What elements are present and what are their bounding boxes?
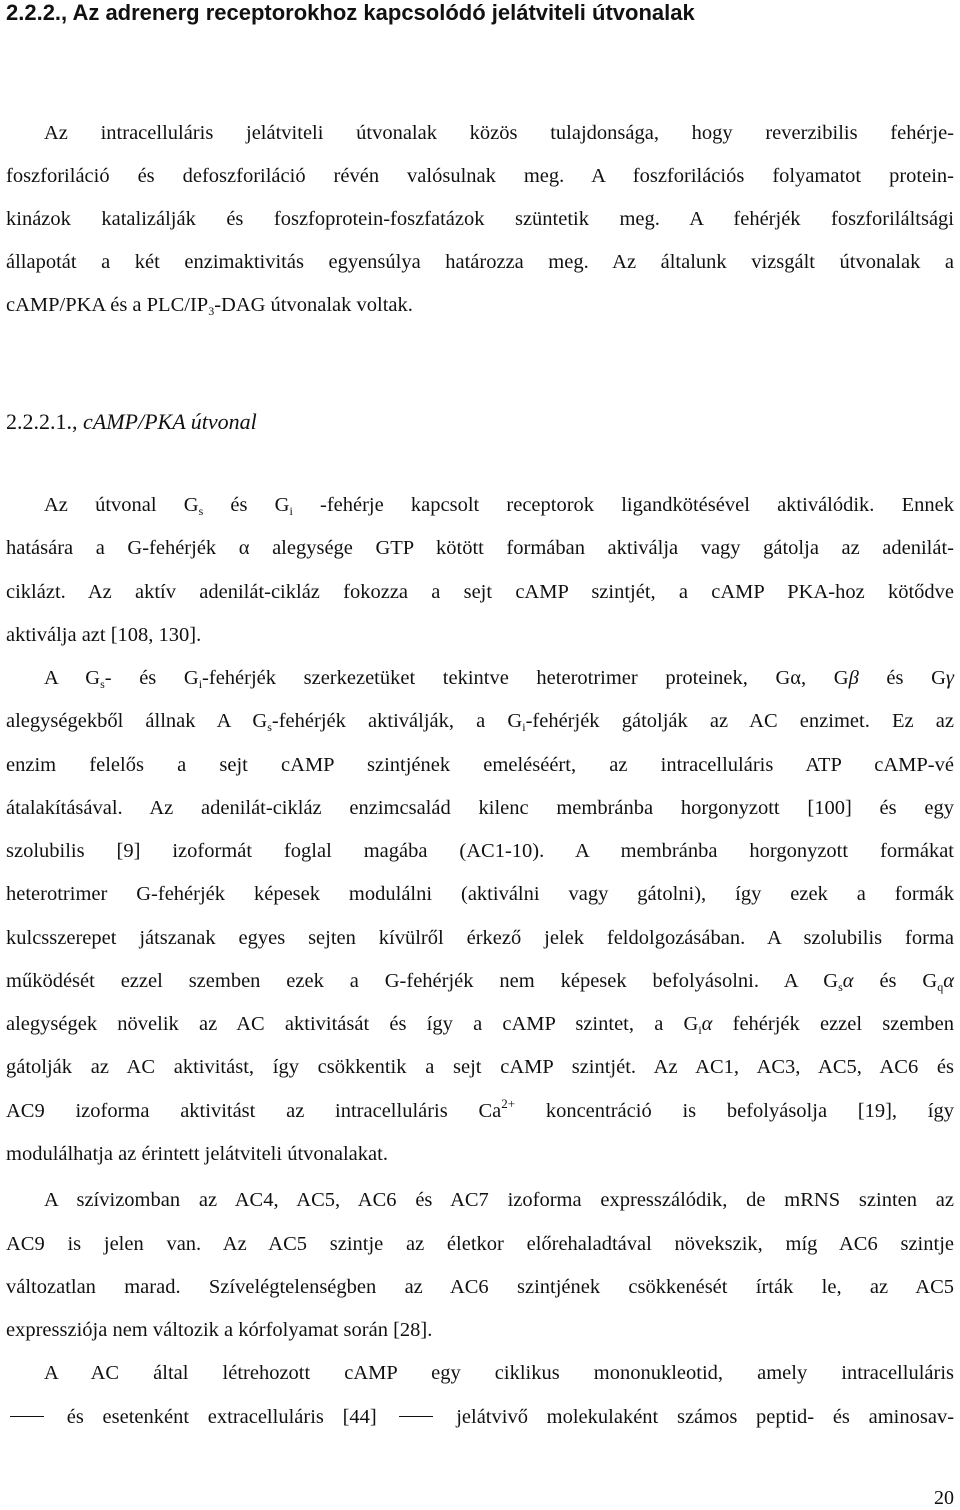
text-line: enzim felelős a sejt cAMP szintjének emeléséért, az intracelluláris ATP cAMP-vé xyxy=(6,754,954,776)
text-line: átalakításával. Az adenilát-cikláz enzimcsalád kilenc membránba horgonyzott [100] és egy xyxy=(6,797,954,819)
text-line: alegységek növelik az AC aktivitását és így a cAMP szintet, a $G_i\alpha$ fehérjék ezzel szemben xyxy=(6,1013,954,1037)
text-line: expressziója nem változik a kórfolyamat során [28]. xyxy=(6,1319,433,1341)
text-line: Az útvonal $G_s$ és $G_i$ -fehérje kapcsolt receptorok ligandkötésével aktiválódik. Ennek xyxy=(44,494,954,518)
text-line: aktiválja azt [108, 130]. xyxy=(6,624,202,646)
text-line: gátolják az AC aktivitást, így csökkentik a sejt cAMP szintjét. Az AC1, AC3, AC5, AC6 és xyxy=(6,1056,954,1078)
text-line: heterotrimer G-fehérjék képesek modulálni (aktiválni vagy gátolni), így ezek a formák xyxy=(6,883,954,905)
text-line: A $G_s-$ és $G_i$-fehérjék szerkezetüket tekintve heterotrimer proteinek, Gα, Gβ és Gγ xyxy=(44,667,954,691)
subsection-title: cAMP/PKA útvonal xyxy=(83,409,257,434)
text-line: alegységekből állnak A $G_s$-fehérjék aktiválják, a $G_i$-fehérjék gátolják az AC enzimet. Ez az xyxy=(6,710,954,734)
text-line: változatlan marad. Szívelégtelenségben az AC6 szintjének csökkenését írták le, az AC5 xyxy=(6,1276,954,1298)
text-line: A szívizomban az AC4, AC5, AC6 és AC7 izoforma expresszálódik, de mRNS szinten az xyxy=(44,1189,954,1211)
text-line: ciklázt. Az aktív adenilát-cikláz fokozza a sejt cAMP szintjét, a cAMP PKA-hoz kötődve xyxy=(6,581,954,603)
text-line: A AC által létrehozott cAMP egy ciklikus mononukleotid, amely intracelluláris xyxy=(44,1362,954,1384)
text-line: kulcsszerepet játszanak egyes sejten kívülről érkező jelek feldolgozásában. A szolubilis forma xyxy=(6,927,954,949)
page-number: 20 xyxy=(934,1487,954,1509)
em-dash xyxy=(10,1416,44,1417)
text-line: Az intracelluláris jelátviteli útvonalak közös tulajdonsága, hogy reverzibilis fehérje- xyxy=(44,122,954,144)
text-line: modulálhatja az érintett jelátviteli útvonalakat. xyxy=(6,1143,388,1165)
section-heading: 2.2.2., Az adrenerg receptorokhoz kapcsolódó jelátviteli útvonalak xyxy=(6,0,695,25)
text-line: kinázok katalizálják és foszfoprotein-foszfatázok szüntetik meg. A fehérjék foszforiláltsági xyxy=(6,208,954,230)
text-line: szolubilis [9] izoformát foglal magába (AC1-10). A membránba horgonyzott formákat xyxy=(6,840,954,862)
text-line: állapotát a két enzimaktivitás egyensúlya határozza meg. Az általunk vizsgált útvonalak a xyxy=(6,251,954,273)
text-line: hatására a G-fehérjék α alegysége GTP kötött formában aktiválja vagy gátolja az adenilát- xyxy=(6,537,954,559)
text-line: és esetenként extracelluláris [44] jelátvivő molekulaként számos peptid- és aminosav- xyxy=(6,1405,954,1429)
text-line: foszforiláció és defoszforiláció révén valósulnak meg. A foszforilációs folyamatot protein- xyxy=(6,165,954,187)
text-line: működését ezzel szemben ezek a G-fehérjék nem képesek befolyásolni. A $G_s\alpha$ és $G_q\alpha$ xyxy=(6,970,954,994)
subsection-heading xyxy=(6,408,257,436)
text-line: AC9 is jelen van. Az AC5 szintje az életkor előrehaladtával növekszik, míg AC6 szintje xyxy=(6,1233,954,1255)
text-line: AC9 izoforma aktivitást az intracelluláris $Ca^{2+}$ koncentráció is befolyásolja [19], így xyxy=(6,1096,954,1122)
em-dash xyxy=(399,1416,433,1417)
text-line: cAMP/PKA és a PLC/$IP_3$-DAG útvonalak voltak. xyxy=(6,294,413,318)
subsection-number: 2.2.2.1., xyxy=(6,409,83,434)
